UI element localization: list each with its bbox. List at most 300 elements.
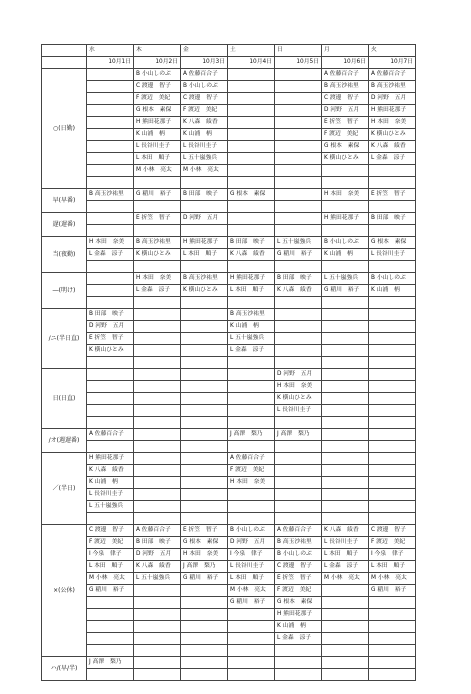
- staff-cell[interactable]: H 熊田花那子: [275, 609, 322, 621]
- staff-cell[interactable]: [322, 177, 369, 189]
- staff-cell[interactable]: [228, 81, 275, 93]
- staff-cell[interactable]: G 稲川 裕子: [322, 285, 369, 297]
- staff-cell[interactable]: [369, 669, 416, 681]
- staff-cell[interactable]: [322, 453, 369, 465]
- staff-cell[interactable]: D 河野 五月: [322, 105, 369, 117]
- staff-cell[interactable]: G 根本 素保: [369, 237, 416, 249]
- staff-cell[interactable]: [369, 489, 416, 501]
- staff-cell[interactable]: M 小林 亮太: [228, 585, 275, 597]
- staff-cell[interactable]: [322, 657, 369, 669]
- staff-cell[interactable]: [275, 645, 322, 657]
- staff-cell[interactable]: [275, 465, 322, 477]
- staff-cell[interactable]: C 渡邊 智子: [134, 81, 181, 93]
- staff-cell[interactable]: [134, 177, 181, 189]
- staff-cell[interactable]: [134, 321, 181, 333]
- staff-cell[interactable]: L 金森 涼子: [134, 285, 181, 297]
- staff-cell[interactable]: K 山浦 柄: [369, 285, 416, 297]
- staff-cell[interactable]: G 稲川 裕子: [275, 249, 322, 261]
- staff-cell[interactable]: [134, 429, 181, 441]
- staff-cell[interactable]: G 稲川 裕子: [228, 597, 275, 609]
- staff-cell[interactable]: B 高玉沙祐里: [181, 273, 228, 285]
- staff-cell[interactable]: [134, 489, 181, 501]
- staff-cell[interactable]: [369, 165, 416, 177]
- staff-cell[interactable]: [87, 609, 134, 621]
- staff-cell[interactable]: [228, 141, 275, 153]
- staff-cell[interactable]: B 田部 映子: [87, 309, 134, 321]
- staff-cell[interactable]: [228, 117, 275, 129]
- staff-cell[interactable]: A 佐藤百合子: [87, 429, 134, 441]
- staff-cell[interactable]: [322, 633, 369, 645]
- staff-cell[interactable]: C 渡邊 智子: [181, 93, 228, 105]
- staff-cell[interactable]: L 長谷川圭子: [275, 405, 322, 417]
- staff-cell[interactable]: B 小山しのぶ: [322, 237, 369, 249]
- staff-cell[interactable]: [228, 105, 275, 117]
- staff-cell[interactable]: [369, 501, 416, 513]
- staff-cell[interactable]: [87, 93, 134, 105]
- staff-cell[interactable]: K 横山ひとみ: [369, 129, 416, 141]
- staff-cell[interactable]: [181, 261, 228, 273]
- staff-cell[interactable]: H 本田 奈美: [181, 549, 228, 561]
- staff-cell[interactable]: [322, 405, 369, 417]
- staff-cell[interactable]: [369, 369, 416, 381]
- staff-cell[interactable]: [275, 321, 322, 333]
- staff-cell[interactable]: [369, 345, 416, 357]
- staff-cell[interactable]: [228, 417, 275, 429]
- staff-cell[interactable]: [181, 633, 228, 645]
- staff-cell[interactable]: A 佐藤百合子: [275, 525, 322, 537]
- staff-cell[interactable]: [134, 441, 181, 453]
- staff-cell[interactable]: [181, 501, 228, 513]
- staff-cell[interactable]: D 河野 五月: [87, 321, 134, 333]
- staff-cell[interactable]: K 八森 綾香: [275, 285, 322, 297]
- staff-cell[interactable]: [87, 513, 134, 525]
- staff-cell[interactable]: B 高玉沙祐里: [275, 537, 322, 549]
- staff-cell[interactable]: [322, 585, 369, 597]
- staff-cell[interactable]: [134, 225, 181, 237]
- staff-cell[interactable]: L 長谷川圭子: [322, 537, 369, 549]
- staff-cell[interactable]: [87, 297, 134, 309]
- staff-cell[interactable]: B 小山しのぶ: [275, 549, 322, 561]
- staff-cell[interactable]: [134, 405, 181, 417]
- staff-cell[interactable]: [275, 489, 322, 501]
- staff-cell[interactable]: [87, 645, 134, 657]
- staff-cell[interactable]: [228, 621, 275, 633]
- staff-cell[interactable]: K 山浦 柄: [322, 249, 369, 261]
- staff-cell[interactable]: L 本田 順子: [87, 561, 134, 573]
- staff-cell[interactable]: [322, 465, 369, 477]
- staff-cell[interactable]: [87, 117, 134, 129]
- staff-cell[interactable]: [181, 393, 228, 405]
- staff-cell[interactable]: M 小林 亮太: [87, 573, 134, 585]
- staff-cell[interactable]: [87, 81, 134, 93]
- staff-cell[interactable]: [134, 297, 181, 309]
- staff-cell[interactable]: [369, 309, 416, 321]
- staff-cell[interactable]: [228, 129, 275, 141]
- staff-cell[interactable]: L 五十嵐強兵: [134, 573, 181, 585]
- staff-cell[interactable]: B 田部 映子: [181, 189, 228, 201]
- staff-cell[interactable]: [228, 225, 275, 237]
- staff-cell[interactable]: [134, 345, 181, 357]
- staff-cell[interactable]: [322, 393, 369, 405]
- staff-cell[interactable]: I 今泉 律子: [369, 549, 416, 561]
- staff-cell[interactable]: [228, 501, 275, 513]
- staff-cell[interactable]: [369, 381, 416, 393]
- staff-cell[interactable]: [87, 405, 134, 417]
- staff-cell[interactable]: H 本田 奈美: [322, 189, 369, 201]
- staff-cell[interactable]: [134, 513, 181, 525]
- staff-cell[interactable]: [322, 225, 369, 237]
- staff-cell[interactable]: K 八森 綾香: [228, 249, 275, 261]
- staff-cell[interactable]: [87, 201, 134, 213]
- staff-cell[interactable]: [181, 405, 228, 417]
- staff-cell[interactable]: [228, 261, 275, 273]
- staff-cell[interactable]: [275, 669, 322, 681]
- staff-cell[interactable]: [87, 393, 134, 405]
- staff-cell[interactable]: [369, 609, 416, 621]
- staff-cell[interactable]: [369, 633, 416, 645]
- staff-cell[interactable]: [322, 669, 369, 681]
- staff-cell[interactable]: [181, 477, 228, 489]
- staff-cell[interactable]: [228, 381, 275, 393]
- staff-cell[interactable]: L 五十嵐強兵: [275, 237, 322, 249]
- staff-cell[interactable]: [322, 513, 369, 525]
- staff-cell[interactable]: L 本田 順子: [322, 549, 369, 561]
- staff-cell[interactable]: E 折笠 智子: [87, 333, 134, 345]
- staff-cell[interactable]: J 高澤 梨乃: [228, 429, 275, 441]
- staff-cell[interactable]: [369, 357, 416, 369]
- staff-cell[interactable]: [322, 201, 369, 213]
- staff-cell[interactable]: H 本田 奈美: [87, 237, 134, 249]
- staff-cell[interactable]: [87, 141, 134, 153]
- staff-cell[interactable]: [369, 645, 416, 657]
- staff-cell[interactable]: [228, 69, 275, 81]
- staff-cell[interactable]: G 稲川 裕子: [181, 573, 228, 585]
- staff-cell[interactable]: I 今泉 律子: [87, 549, 134, 561]
- staff-cell[interactable]: [275, 189, 322, 201]
- staff-cell[interactable]: [228, 609, 275, 621]
- staff-cell[interactable]: [275, 309, 322, 321]
- staff-cell[interactable]: [275, 501, 322, 513]
- staff-cell[interactable]: [228, 153, 275, 165]
- staff-cell[interactable]: B 小山しのぶ: [369, 273, 416, 285]
- staff-cell[interactable]: [369, 321, 416, 333]
- staff-cell[interactable]: [181, 321, 228, 333]
- staff-cell[interactable]: [275, 81, 322, 93]
- staff-cell[interactable]: L 本田 順子: [228, 573, 275, 585]
- staff-cell[interactable]: [369, 657, 416, 669]
- staff-cell[interactable]: [134, 477, 181, 489]
- staff-cell[interactable]: H 熊田花那子: [134, 117, 181, 129]
- staff-cell[interactable]: F 渡辺 美紀: [369, 537, 416, 549]
- staff-cell[interactable]: [87, 69, 134, 81]
- staff-cell[interactable]: [181, 489, 228, 501]
- staff-cell[interactable]: [87, 597, 134, 609]
- staff-cell[interactable]: [322, 597, 369, 609]
- staff-cell[interactable]: [181, 201, 228, 213]
- staff-cell[interactable]: H 本田 奈美: [275, 381, 322, 393]
- staff-cell[interactable]: L 五十嵐強兵: [228, 333, 275, 345]
- staff-cell[interactable]: [134, 657, 181, 669]
- staff-cell[interactable]: [322, 333, 369, 345]
- staff-cell[interactable]: H 本田 奈美: [228, 477, 275, 489]
- staff-cell[interactable]: [181, 453, 228, 465]
- staff-cell[interactable]: L 五十嵐強兵: [322, 273, 369, 285]
- staff-cell[interactable]: [275, 513, 322, 525]
- staff-cell[interactable]: [134, 381, 181, 393]
- staff-cell[interactable]: [228, 393, 275, 405]
- staff-cell[interactable]: [322, 621, 369, 633]
- staff-cell[interactable]: [228, 165, 275, 177]
- staff-cell[interactable]: D 河野 五月: [369, 93, 416, 105]
- staff-cell[interactable]: K 山浦 柄: [228, 321, 275, 333]
- staff-cell[interactable]: G 稲川 裕子: [134, 189, 181, 201]
- staff-cell[interactable]: [87, 273, 134, 285]
- staff-cell[interactable]: [87, 285, 134, 297]
- staff-cell[interactable]: H 本田 奈美: [369, 117, 416, 129]
- staff-cell[interactable]: [275, 117, 322, 129]
- staff-cell[interactable]: E 折笠 智子: [181, 525, 228, 537]
- staff-cell[interactable]: [228, 513, 275, 525]
- staff-cell[interactable]: [134, 465, 181, 477]
- staff-cell[interactable]: [228, 441, 275, 453]
- staff-cell[interactable]: [322, 441, 369, 453]
- staff-cell[interactable]: [181, 417, 228, 429]
- staff-cell[interactable]: [275, 297, 322, 309]
- staff-cell[interactable]: [275, 153, 322, 165]
- staff-cell[interactable]: A 佐藤百合子: [181, 69, 228, 81]
- staff-cell[interactable]: G 根本 素保: [322, 141, 369, 153]
- staff-cell[interactable]: J 高澤 梨乃: [87, 657, 134, 669]
- staff-cell[interactable]: L 五十嵐強兵: [181, 153, 228, 165]
- staff-cell[interactable]: K 横山ひとみ: [87, 345, 134, 357]
- staff-cell[interactable]: [228, 357, 275, 369]
- staff-cell[interactable]: [134, 201, 181, 213]
- staff-cell[interactable]: [87, 381, 134, 393]
- staff-cell[interactable]: L 本田 順子: [228, 285, 275, 297]
- staff-cell[interactable]: J 高澤 梨乃: [275, 429, 322, 441]
- staff-cell[interactable]: [275, 333, 322, 345]
- staff-cell[interactable]: H 熊田花那子: [181, 237, 228, 249]
- staff-cell[interactable]: [275, 69, 322, 81]
- staff-cell[interactable]: K 横山ひとみ: [275, 393, 322, 405]
- staff-cell[interactable]: [369, 201, 416, 213]
- staff-cell[interactable]: B 高玉沙祐里: [134, 237, 181, 249]
- staff-cell[interactable]: [322, 357, 369, 369]
- staff-cell[interactable]: [369, 393, 416, 405]
- staff-cell[interactable]: J 高澤 梨乃: [181, 561, 228, 573]
- staff-cell[interactable]: [322, 321, 369, 333]
- staff-cell[interactable]: [134, 609, 181, 621]
- staff-cell[interactable]: [228, 297, 275, 309]
- staff-cell[interactable]: [181, 345, 228, 357]
- staff-cell[interactable]: D 河野 五月: [275, 369, 322, 381]
- staff-cell[interactable]: G 根本 素保: [134, 105, 181, 117]
- staff-cell[interactable]: D 河野 五月: [134, 549, 181, 561]
- staff-cell[interactable]: L 本田 順子: [134, 153, 181, 165]
- staff-cell[interactable]: [87, 261, 134, 273]
- staff-cell[interactable]: K 八森 綾香: [87, 465, 134, 477]
- staff-cell[interactable]: [181, 333, 228, 345]
- staff-cell[interactable]: [181, 585, 228, 597]
- staff-cell[interactable]: [181, 657, 228, 669]
- staff-cell[interactable]: [181, 381, 228, 393]
- staff-cell[interactable]: H 熊田花那子: [87, 453, 134, 465]
- staff-cell[interactable]: [87, 633, 134, 645]
- staff-cell[interactable]: K 横山ひとみ: [322, 153, 369, 165]
- staff-cell[interactable]: [228, 645, 275, 657]
- staff-cell[interactable]: [228, 369, 275, 381]
- staff-cell[interactable]: [228, 93, 275, 105]
- staff-cell[interactable]: [134, 585, 181, 597]
- staff-cell[interactable]: C 渡邊 智子: [87, 525, 134, 537]
- staff-cell[interactable]: B 高玉沙祐里: [369, 81, 416, 93]
- staff-cell[interactable]: [181, 357, 228, 369]
- staff-cell[interactable]: [87, 129, 134, 141]
- staff-cell[interactable]: [181, 621, 228, 633]
- staff-cell[interactable]: [369, 597, 416, 609]
- staff-cell[interactable]: K 八森 綾香: [369, 141, 416, 153]
- staff-cell[interactable]: G 根本 素保: [228, 189, 275, 201]
- staff-cell[interactable]: D 河野 五月: [181, 213, 228, 225]
- staff-cell[interactable]: [369, 429, 416, 441]
- staff-cell[interactable]: C 渡邊 智子: [322, 93, 369, 105]
- staff-cell[interactable]: [275, 177, 322, 189]
- staff-cell[interactable]: F 渡辺 美紀: [275, 585, 322, 597]
- staff-cell[interactable]: [275, 129, 322, 141]
- staff-cell[interactable]: [134, 669, 181, 681]
- staff-cell[interactable]: [322, 609, 369, 621]
- staff-cell[interactable]: [322, 369, 369, 381]
- staff-cell[interactable]: [181, 177, 228, 189]
- staff-cell[interactable]: F 渡辺 美紀: [228, 465, 275, 477]
- staff-cell[interactable]: [275, 201, 322, 213]
- staff-cell[interactable]: M 小林 亮太: [322, 573, 369, 585]
- staff-cell[interactable]: I 今泉 律子: [228, 549, 275, 561]
- staff-cell[interactable]: [134, 633, 181, 645]
- staff-cell[interactable]: L 長谷川圭子: [134, 141, 181, 153]
- staff-cell[interactable]: [322, 477, 369, 489]
- staff-cell[interactable]: [134, 393, 181, 405]
- staff-cell[interactable]: [369, 261, 416, 273]
- staff-cell[interactable]: M 小林 亮太: [181, 165, 228, 177]
- staff-cell[interactable]: M 小林 亮太: [134, 165, 181, 177]
- staff-cell[interactable]: [369, 177, 416, 189]
- staff-cell[interactable]: [369, 405, 416, 417]
- staff-cell[interactable]: L 長谷川圭子: [181, 141, 228, 153]
- staff-cell[interactable]: B 高玉沙祐里: [87, 189, 134, 201]
- staff-cell[interactable]: L 本田 順子: [369, 561, 416, 573]
- staff-cell[interactable]: B 小山しのぶ: [181, 81, 228, 93]
- staff-cell[interactable]: [87, 669, 134, 681]
- staff-cell[interactable]: [369, 225, 416, 237]
- staff-cell[interactable]: F 渡辺 美紀: [181, 105, 228, 117]
- staff-cell[interactable]: [369, 417, 416, 429]
- staff-cell[interactable]: L 長谷川圭子: [228, 561, 275, 573]
- staff-cell[interactable]: [87, 153, 134, 165]
- staff-cell[interactable]: B 田部 映子: [228, 237, 275, 249]
- staff-cell[interactable]: D 河野 五月: [228, 537, 275, 549]
- staff-cell[interactable]: [322, 501, 369, 513]
- staff-cell[interactable]: [181, 297, 228, 309]
- staff-cell[interactable]: B 高玉沙祐里: [228, 309, 275, 321]
- staff-cell[interactable]: [87, 105, 134, 117]
- staff-cell[interactable]: [181, 597, 228, 609]
- staff-cell[interactable]: [134, 309, 181, 321]
- staff-cell[interactable]: G 根本 素保: [181, 537, 228, 549]
- staff-cell[interactable]: L 金森 涼子: [87, 249, 134, 261]
- staff-cell[interactable]: B 田部 映子: [275, 273, 322, 285]
- staff-cell[interactable]: [134, 621, 181, 633]
- staff-cell[interactable]: [275, 93, 322, 105]
- staff-cell[interactable]: C 渡邊 智子: [369, 525, 416, 537]
- staff-cell[interactable]: [369, 477, 416, 489]
- staff-cell[interactable]: K 八森 綾香: [134, 561, 181, 573]
- staff-cell[interactable]: K 八森 綾香: [181, 117, 228, 129]
- staff-cell[interactable]: [181, 429, 228, 441]
- staff-cell[interactable]: [134, 501, 181, 513]
- staff-cell[interactable]: [181, 513, 228, 525]
- staff-cell[interactable]: L 長谷川圭子: [87, 489, 134, 501]
- staff-cell[interactable]: [228, 657, 275, 669]
- staff-cell[interactable]: [275, 261, 322, 273]
- staff-cell[interactable]: K 山浦 柄: [181, 129, 228, 141]
- staff-cell[interactable]: [369, 297, 416, 309]
- staff-cell[interactable]: K 横山ひとみ: [134, 249, 181, 261]
- staff-cell[interactable]: [134, 333, 181, 345]
- staff-cell[interactable]: [181, 609, 228, 621]
- staff-cell[interactable]: [275, 165, 322, 177]
- staff-cell[interactable]: K 横山ひとみ: [181, 285, 228, 297]
- staff-cell[interactable]: [181, 645, 228, 657]
- staff-cell[interactable]: [134, 645, 181, 657]
- staff-cell[interactable]: [275, 345, 322, 357]
- staff-cell[interactable]: F 渡辺 美紀: [322, 129, 369, 141]
- staff-cell[interactable]: [275, 213, 322, 225]
- staff-cell[interactable]: [228, 405, 275, 417]
- staff-cell[interactable]: E 折笠 智子: [275, 573, 322, 585]
- staff-cell[interactable]: [181, 441, 228, 453]
- staff-cell[interactable]: [87, 165, 134, 177]
- staff-cell[interactable]: [322, 489, 369, 501]
- staff-cell[interactable]: K 山浦 柄: [87, 477, 134, 489]
- staff-cell[interactable]: K 山浦 柄: [275, 621, 322, 633]
- staff-cell[interactable]: K 山浦 柄: [134, 129, 181, 141]
- staff-cell[interactable]: [134, 261, 181, 273]
- staff-cell[interactable]: L 五十嵐強兵: [87, 501, 134, 513]
- staff-cell[interactable]: [134, 357, 181, 369]
- staff-cell[interactable]: [275, 657, 322, 669]
- staff-cell[interactable]: [369, 465, 416, 477]
- staff-cell[interactable]: [228, 669, 275, 681]
- staff-cell[interactable]: [275, 357, 322, 369]
- staff-cell[interactable]: G 根本 素保: [275, 597, 322, 609]
- staff-cell[interactable]: B 高玉沙祐里: [322, 81, 369, 93]
- staff-cell[interactable]: [322, 645, 369, 657]
- staff-cell[interactable]: [369, 441, 416, 453]
- staff-cell[interactable]: [275, 453, 322, 465]
- staff-cell[interactable]: [275, 441, 322, 453]
- staff-cell[interactable]: [228, 213, 275, 225]
- staff-cell[interactable]: B 小山しのぶ: [134, 69, 181, 81]
- staff-cell[interactable]: [181, 669, 228, 681]
- staff-cell[interactable]: [181, 309, 228, 321]
- staff-cell[interactable]: [134, 597, 181, 609]
- staff-cell[interactable]: [322, 309, 369, 321]
- staff-cell[interactable]: [87, 357, 134, 369]
- staff-cell[interactable]: [181, 225, 228, 237]
- staff-cell[interactable]: [322, 429, 369, 441]
- staff-cell[interactable]: H 熊田花那子: [228, 273, 275, 285]
